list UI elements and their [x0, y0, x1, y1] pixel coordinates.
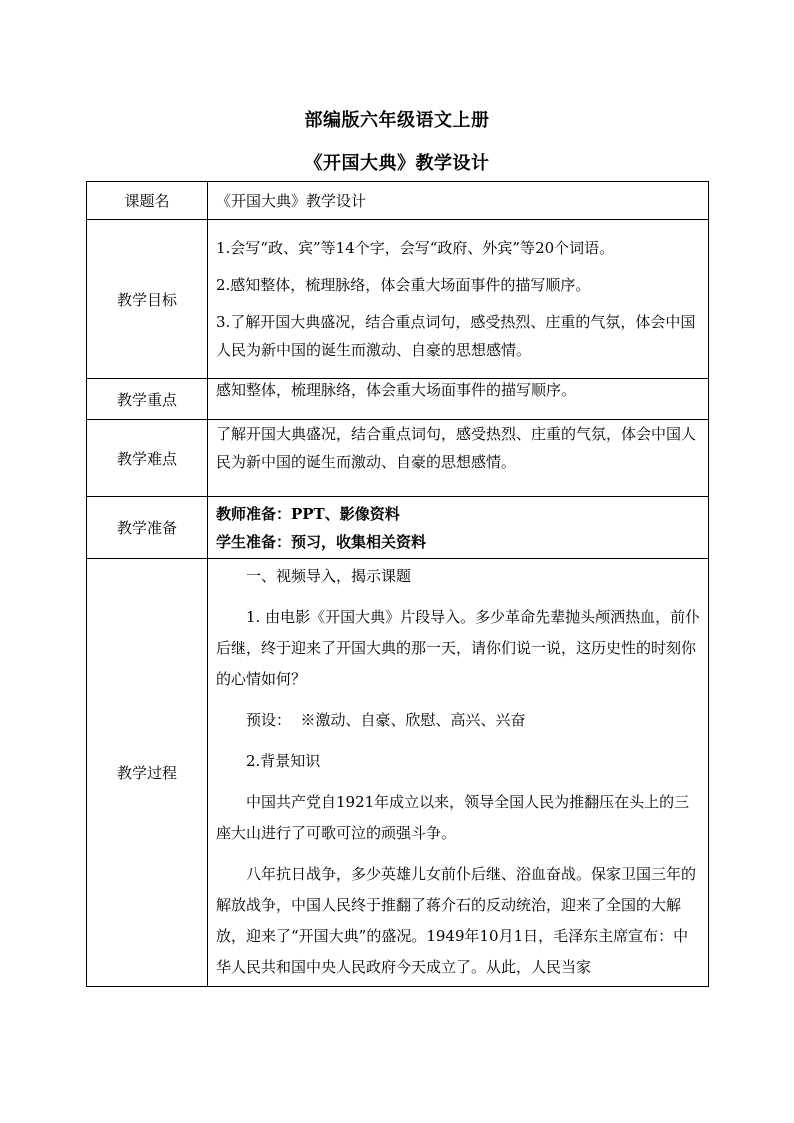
objective-item: 1.会写“政、宾”等14个字，会写“政府、外宾”等20个词语。	[216, 239, 615, 257]
label-objectives: 教学目标	[87, 220, 208, 379]
teacher-preparation: 教师准备：PPT、影像资料	[216, 504, 400, 523]
objective-item: 3.了解开国大典盛况，结合重点词句，感受热烈、庄重的气氛，体会中国人民为新中国的诞生而激动、自豪的思想感情。	[216, 313, 696, 359]
lesson-plan-table	[86, 181, 709, 987]
value-course: 《开国大典》教学设计	[208, 182, 709, 220]
student-preparation: 学生准备：预习，收集相关资料	[216, 532, 427, 551]
value-key-points: 感知整体，梳理脉络，体会重大场面事件的描写顺序。	[208, 379, 709, 420]
objective-item: 2.感知整体，梳理脉络，体会重大场面事件的描写顺序。	[216, 276, 591, 294]
value-objectives	[208, 220, 709, 379]
doc-subtitle: 《开国大典》教学设计	[304, 153, 490, 174]
difficulties-text: 了解开国大典盛况，结合重点词句，感受热烈、庄重的气氛，体会中国人民为新中国的诞生而激动、自豪的思想感情。	[216, 425, 697, 471]
row-process	[87, 559, 709, 987]
process-paragraph: 八年抗日战争，多少英雄儿女前仆后继、浴血奋战。保家卫国三年的解放战争，中国人民终于推翻了蒋介石的反动统治，迎来了全国的大解放，迎来了“开国大典”的盛况。1949年10月1日，毛泽东主席宣布：中华人民共和国中央人民政府今天成立了。从此，人民当家	[216, 865, 697, 976]
label-process: 教学过程	[87, 559, 208, 987]
process-preset: 预设： ※激动、自豪、欣慰、高兴、兴奋	[246, 711, 526, 729]
process-section-heading: 一、视频导入，揭示课题	[246, 567, 412, 585]
process-step: 2.背景知识	[246, 752, 321, 770]
row-difficulties	[87, 420, 709, 497]
row-objectives	[87, 220, 709, 379]
value-preparation	[208, 497, 709, 559]
process-paragraph: 中国共产党自1921年成立以来，领导全国人民为推翻压在头上的三座大山进行了可歌可泣的顽强斗争。	[216, 793, 690, 842]
process-step: 1. 由电影《开国大典》片段导入。多少革命先辈抛头颅洒热血，前仆后继，终于迎来了开国大典的那一天，请你们说一说，这历史性的时刻你的心情如何？	[216, 608, 701, 688]
row-course	[87, 182, 709, 220]
value-difficulties	[208, 420, 709, 497]
row-key-points	[87, 379, 709, 420]
row-preparation	[87, 497, 709, 559]
label-difficulties: 教学难点	[87, 420, 208, 497]
label-course: 课题名	[87, 182, 208, 220]
label-preparation: 教学准备	[87, 497, 208, 559]
value-process	[208, 559, 709, 987]
label-key-points: 教学重点	[87, 379, 208, 420]
doc-title: 部编版六年级语文上册	[304, 110, 490, 131]
